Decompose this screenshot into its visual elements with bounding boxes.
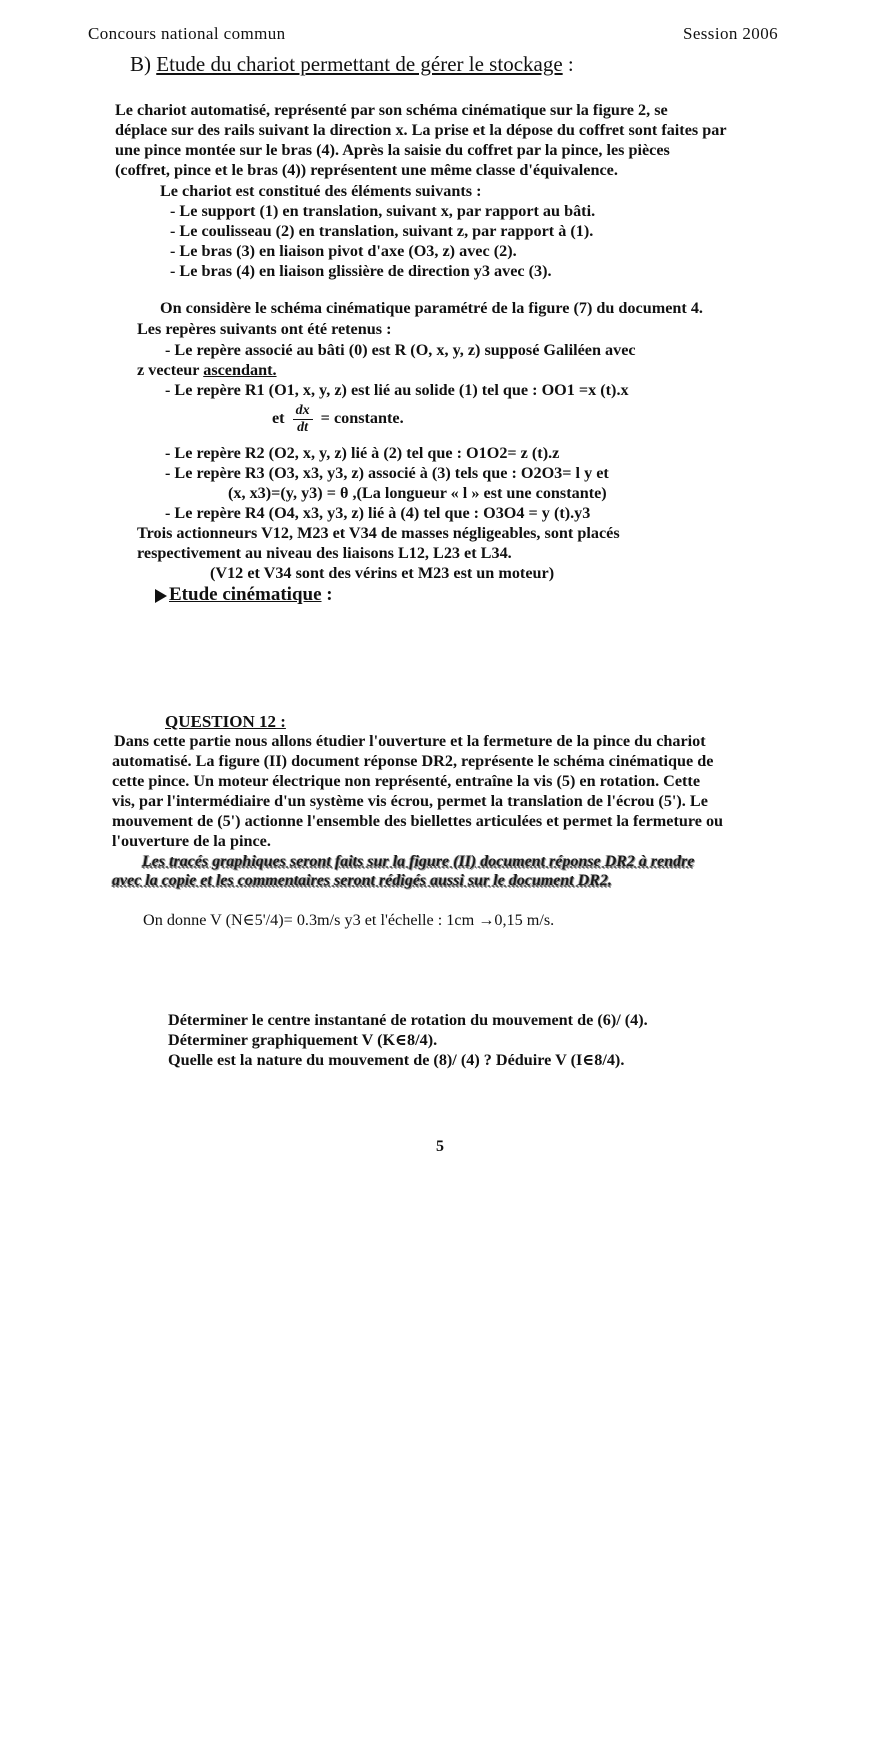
tasks-list — [168, 1010, 648, 1070]
question-paragraph — [112, 731, 762, 851]
section-title — [130, 52, 574, 77]
intro-paragraph — [115, 100, 755, 180]
question-title: QUESTION 12 : — [165, 712, 286, 731]
repere-r0-z: z vecteur — [137, 361, 204, 379]
repere-r1-derivative — [272, 403, 404, 436]
element-item: - Le support (1) en translation, suivant x, par rapport au bâti. — [170, 202, 596, 220]
repere-r0: - Le repère associé au bâti (0) est R (O, x, y, z) supposé Galiléen avec — [165, 341, 636, 359]
task-item: Déterminer graphiquement V (K∈8/4). — [168, 1031, 438, 1049]
actionneurs-line: Trois actionneurs V12, M23 et V34 de masses négligeables, sont placés — [137, 524, 620, 542]
section-title-text: Etude du chariot permettant de gérer le stockage — [156, 52, 563, 76]
scanned-instruction — [112, 852, 762, 890]
repere-r3-angle: (x, x3)=(y, y3) = θ ,(La longueur « l » est une constante) — [228, 484, 607, 502]
repere-r0-ascendant: ascendant. — [203, 361, 277, 379]
header-right: Session 2006 — [682, 24, 778, 43]
schema-intro: On considère le schéma cinématique paramétré de la figure (7) du document 4. — [160, 299, 703, 317]
repere-r4: - Le repère R4 (O4, x3, y3, z) lié à (4) tel que : O3O4 = y (t).y3 — [165, 504, 591, 522]
question-line: cette pince. Un moteur électrique non représenté, entraîne la vis (5) en rotation. Cette — [112, 772, 701, 790]
elements-list — [170, 201, 595, 281]
task-item: Quelle est la nature du mouvement de (8)/ (4) ? Déduire V (I∈8/4). — [168, 1051, 625, 1069]
repere-r2: - Le repère R2 (O2, x, y, z) lié à (2) tel que : O1O2= z (t).z — [165, 444, 560, 462]
fraction-numerator: dx — [293, 403, 313, 420]
derivative-fraction — [293, 403, 313, 436]
question-line: Dans cette partie nous allons étudier l'ouverture et la fermeture de la pince du chariot — [114, 732, 706, 750]
section-suffix: : — [562, 52, 574, 76]
question-line: vis, par l'intermédiaire d'un système vis écrou, permet la translation de l'écrou (5'). — [112, 792, 686, 810]
page-number: 5 — [436, 1138, 444, 1155]
actionneurs-line: respectivement au niveau des liaisons L12, L23 et L34. — [137, 544, 512, 562]
intro-line: déplace sur des rails suivant la direction x. La prise et la dépose du coffret sont faites par — [115, 121, 727, 139]
intro-line: une pince montée sur le bras (4). Après la saisie du coffret par la pince, les pièces — [115, 141, 670, 159]
task-item: Déterminer le centre instantané de rotation du mouvement de (6)/ (4). — [168, 1011, 648, 1029]
scanned-line: Les tracés graphiques seront faits sur la figure (II) document réponse DR2 à rendre — [142, 853, 695, 870]
etude-heading — [155, 584, 333, 606]
elements-intro: Le chariot est constitué des éléments suivants : — [160, 182, 482, 200]
reperes-intro: Les repères suivants ont été retenus : — [137, 320, 392, 338]
donnee-line: On donne V (N∈5'/4)= 0.3m/s y3 et l'échelle : 1cm →0,15 m/s. — [143, 911, 555, 929]
fraction-denominator: dt — [297, 420, 309, 435]
question-line: mouvement de (5') actionne l'ensemble des biellettes articulées et permet la fermeture ou — [112, 812, 724, 830]
repere-r0-line2 — [137, 360, 277, 380]
repere-r1: - Le repère R1 (O1, x, y, z) est lié au solide (1) tel que : OO1 =x (t).x — [165, 381, 629, 399]
section-prefix: B) — [130, 52, 157, 76]
actionneurs-note: (V12 et V34 sont des vérins et M23 est un moteur) — [210, 564, 555, 582]
actionneurs — [137, 523, 620, 563]
element-item: - Le bras (4) en liaison glissière de direction y3 avec (3). — [170, 262, 552, 280]
question-line: automatisé. La figure (II) document réponse DR2, représente le schéma cinématique de — [112, 752, 714, 770]
question-line-4 — [112, 791, 762, 811]
triangle-bullet-icon — [155, 589, 167, 603]
etude-suffix: : — [321, 584, 333, 605]
header-left: Concours national commun — [88, 24, 286, 43]
intro-line: Le chariot automatisé, représenté par son schéma cinématique sur la figure 2, se — [115, 101, 668, 119]
intro-line: (coffret, pince et le bras (4)) représentent une même classe d'équivalence. — [115, 161, 618, 179]
question-line-tail: Le — [689, 792, 708, 810]
repere-r3: - Le repère R3 (O3, x3, y3, z) associé à (3) tels que : O2O3= l y et — [165, 464, 609, 482]
element-item: - Le bras (3) en liaison pivot d'axe (O3, z) avec (2). — [170, 242, 517, 260]
scanned-line: avec la copie et les commentaires seront rédigés aussi sur le document DR2. — [112, 872, 612, 889]
element-item: - Le coulisseau (2) en translation, suivant z, par rapport à (1). — [170, 222, 594, 240]
question-line: l'ouverture de la pince. — [112, 832, 271, 850]
etude-label: Etude cinématique — [169, 584, 322, 605]
repere-r1-et: et — [272, 409, 285, 428]
repere-r1-constante: = constante. — [320, 409, 404, 428]
